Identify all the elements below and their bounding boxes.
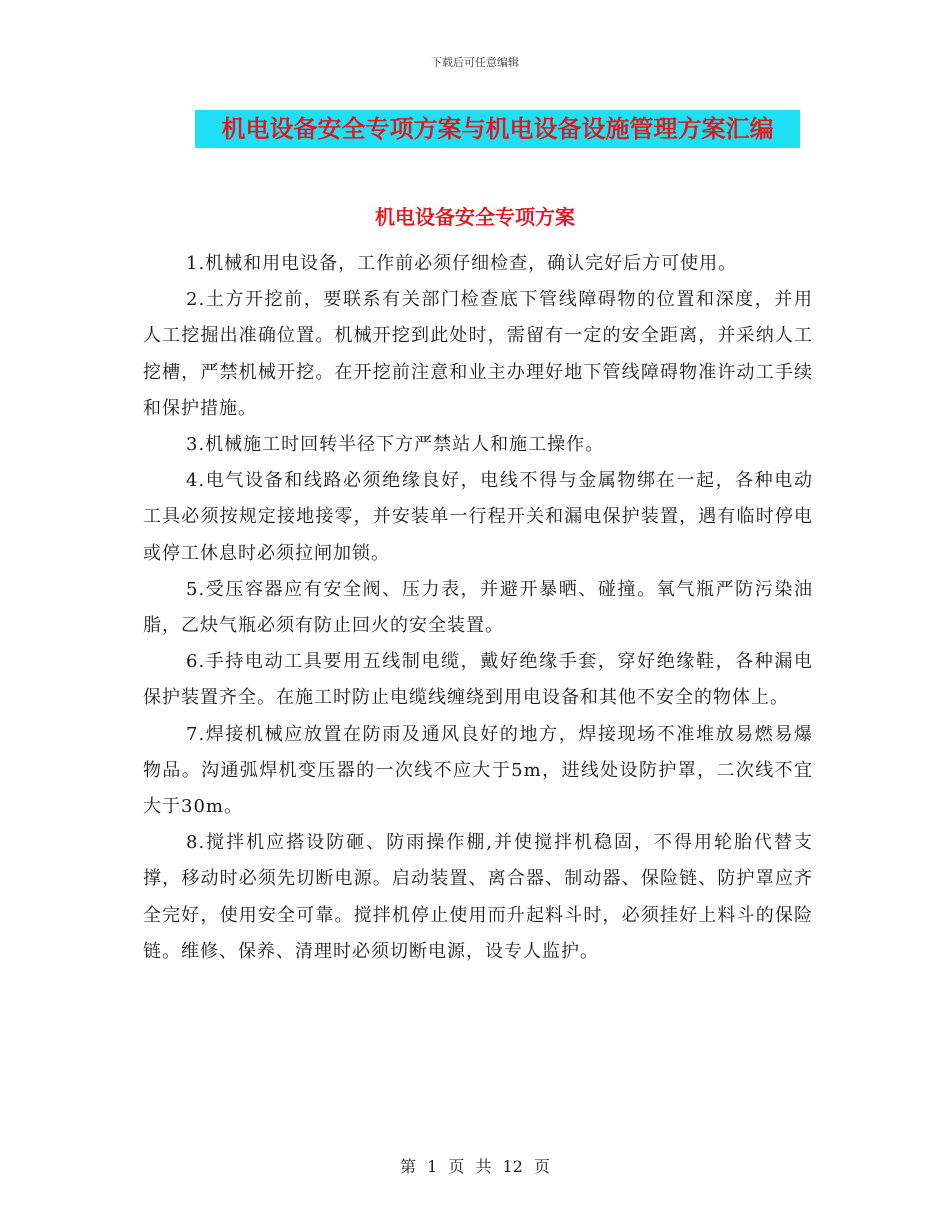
section-title: 机电设备安全专项方案 [375, 205, 575, 229]
paragraph-7: 7.焊接机械应放置在防雨及通风良好的地方，焊接现场不准堆放易燃易爆物品。沟通弧焊机变压器的一次线不应大于5m，进线处设防护罩，二次线不宜大于30m。 [143, 723, 813, 818]
paragraph-3: 3.机械施工时回转半径下方严禁站人和施工操作。 [186, 434, 605, 456]
paragraph-8: 8.搅拌机应搭设防砸、防雨操作棚,并使搅拌机稳固，不得用轮胎代替支撑，移动时必须先切断电源。启动装置、离合器、制动器、保险链、防护罩应齐全完好，使用安全可靠。搅拌机停止使用而升起料斗时，必须挂好上料斗的保险链。维修、保养、清理时必须切断电源，设专人监护。 [143, 832, 813, 962]
paragraph-4: 4.电气设备和线路必须绝缘良好，电线不得与金属物绑在一起，各种电动工具必须按规定接地接零，并安装单一行程开关和漏电保护装置，遇有临时停电或停工休息时必须拉闸加锁。 [143, 470, 813, 564]
paragraph-2: 2.土方开挖前，要联系有关部门检查底下管线障碍物的位置和深度，并用人工挖掘出准确位置。机械开挖到此处时，需留有一定的安全距离，并采纳人工挖槽，严禁机械开挖。在开挖前注意和业主办理好地下管线障碍物准许动工手续和保护措施。 [143, 289, 813, 419]
page-footer: 第 1 页 共 12 页 [400, 1157, 550, 1176]
paragraph-1: 1.机械和用电设备，工作前必须仔细检查，确认完好后方可使用。 [186, 253, 738, 274]
paragraph-5: 5.受压容器应有安全阀、压力表，并避开暴晒、碰撞。氧气瓶严防污染油脂，乙炔气瓶必须有防止回火的安全装置。 [143, 578, 813, 637]
paragraph-6: 6.手持电动工具要用五线制电缆，戴好绝缘手套，穿好绝缘鞋，各种漏电保护装置齐全。在施工时防止电缆线缠绕到用电设备和其他不安全的物体上。 [143, 651, 813, 709]
header-note: 下载后可任意编辑 [431, 56, 519, 69]
document-body [143, 246, 813, 970]
document-title: 机电设备安全专项方案与机电设备设施管理方案汇编 [195, 110, 800, 148]
